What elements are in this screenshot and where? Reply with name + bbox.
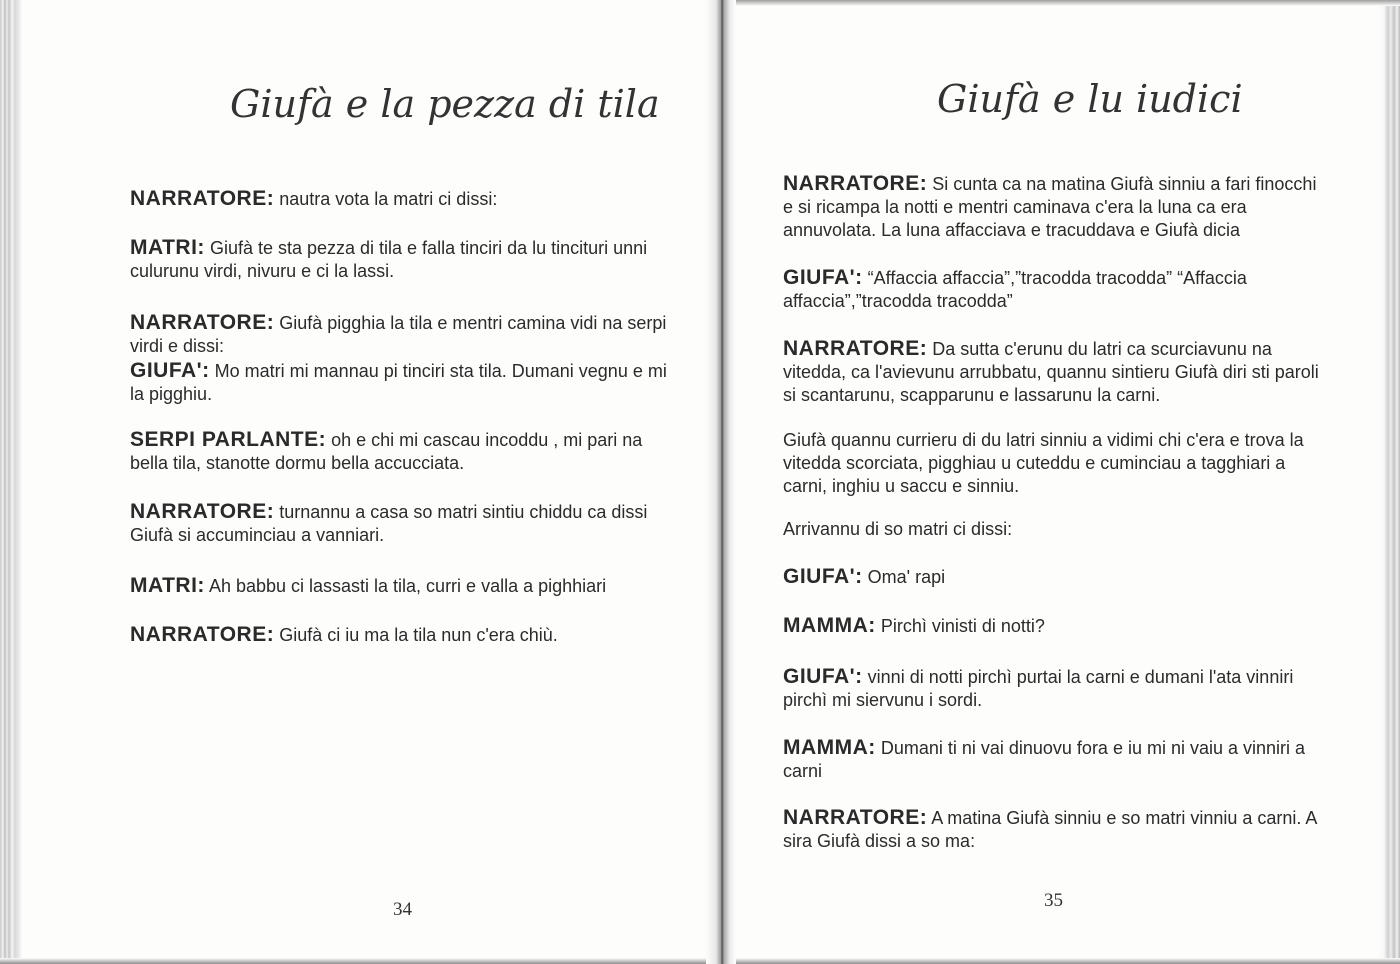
speaker-label: NARRATORE: <box>130 187 275 210</box>
dialogue-text: vinni di notti pirchì purtai la carni e dumani l'ata vinniri pirchì mi siervunu i sordi. <box>783 667 1294 710</box>
dialogue-text: oh e chi mi cascau incoddu , mi pari na bella tila, stanotte dormu bella accucciata. <box>130 430 643 473</box>
speaker-label: SERPI PARLANTE: <box>130 428 327 451</box>
speaker-label: NARRATORE: <box>130 623 275 646</box>
right-paragraph <box>783 565 1328 589</box>
left-paragraph <box>130 311 670 358</box>
speaker-label: GIUFA': <box>783 565 863 588</box>
right-page-edges <box>1378 0 1400 964</box>
speaker-label: NARRATORE: <box>783 806 928 829</box>
left-paragraph <box>130 574 670 598</box>
dialogue-text: “Affaccia affaccia”,”tracodda tracodda” “Affaccia affaccia”,”tracodda tracodda” <box>783 268 1247 311</box>
left-page-edges <box>0 0 22 964</box>
right-page-number: 35 <box>1044 890 1063 911</box>
speaker-label: MAMMA: <box>783 736 876 759</box>
left-paragraph <box>130 428 670 475</box>
speaker-label: NARRATORE: <box>783 337 928 360</box>
left-page-number: 34 <box>393 899 412 920</box>
speaker-label: GIUFA': <box>783 266 863 289</box>
right-paragraph <box>783 736 1328 783</box>
right-page-title: Giufà e lu iudici <box>937 77 1243 121</box>
speaker-label: MAMMA: <box>783 614 876 637</box>
left-paragraph <box>130 500 670 547</box>
speaker-label: GIUFA': <box>130 359 210 382</box>
dialogue-text: Giufà quannu currieru di du latri sinniu a vidimi chi c'era e trova la vitedda scorciata, pigghiau u cuteddu e cuminciau a tagghiari a carni, inghiu u saccu e sinniu. <box>783 430 1304 496</box>
speaker-label: NARRATORE: <box>783 172 928 195</box>
speaker-label: MATRI: <box>130 236 205 259</box>
dialogue-text: Oma' rapi <box>867 567 946 587</box>
dialogue-text: Ah babbu ci lassasti la tila, curri e valla a pighhiari <box>208 576 607 596</box>
speaker-label: NARRATORE: <box>130 500 275 523</box>
dialogue-text: Mo matri mi mannau pi tinciri sta tila. Dumani vegnu e mi la pigghiu. <box>130 361 667 404</box>
dialogue-text: Giufà te sta pezza di tila e falla tinciri da lu tincituri unni culurunu virdi, nivuru e ci la lassi. <box>130 238 648 281</box>
right-paragraph <box>783 429 1328 498</box>
left-paragraph <box>130 187 670 211</box>
right-paragraph <box>783 337 1328 407</box>
dialogue-text: Giufà pigghia la tila e mentri camina vidi na serpi virdi e dissi: <box>130 313 667 356</box>
left-paragraph <box>130 236 670 283</box>
right-paragraph <box>783 665 1328 712</box>
left-page-title: Giufà e la pezza di tila <box>230 82 660 126</box>
right-paragraph <box>783 518 1328 541</box>
dialogue-text: Giufà ci iu ma la tila nun c'era chiù. <box>279 625 558 645</box>
dialogue-text: Si cunta ca na matina Giufà sinniu a fari finocchi e si ricampa la notti e mentri caminava c'era la luna ca era annuvolata. La luna affacciava e tracuddava e Giufà dicia <box>783 174 1317 240</box>
dialogue-text: turnannu a casa so matri sintiu chiddu ca dissi Giufà si accuminciau a vanniari. <box>130 502 648 545</box>
right-paragraph <box>783 806 1328 853</box>
speaker-label: GIUFA': <box>783 665 863 688</box>
dialogue-text: A matina Giufà sinniu e so matri vinniu a carni. A sira Giufà dissi a so ma: <box>783 808 1317 851</box>
right-paragraph <box>783 614 1328 638</box>
dialogue-text: Da sutta c'erunu du latri ca scurciavunu na vitedda, ca l'avievunu arrubbatu, quannu sintieru Giufà diri sti paroli si scantarunu, scapparunu e lassarunu la carni. <box>783 339 1319 405</box>
dialogue-text: Arrivannu di so matri ci dissi: <box>783 519 1013 539</box>
left-paragraph <box>130 359 670 406</box>
book-gutter <box>706 0 736 964</box>
speaker-label: MATRI: <box>130 574 205 597</box>
dialogue-text: nautra vota la matri ci dissi: <box>279 189 498 209</box>
top-shadow <box>722 0 1400 6</box>
bottom-shadow <box>0 958 1400 964</box>
right-paragraph <box>783 266 1328 313</box>
speaker-label: NARRATORE: <box>130 311 275 334</box>
dialogue-text: Pirchì vinisti di notti? <box>880 616 1045 636</box>
right-paragraph <box>783 172 1328 242</box>
left-paragraph <box>130 623 670 647</box>
dialogue-text: Dumani ti ni vai dinuovu fora e iu mi ni vaiu a vinniri a carni <box>783 738 1306 781</box>
